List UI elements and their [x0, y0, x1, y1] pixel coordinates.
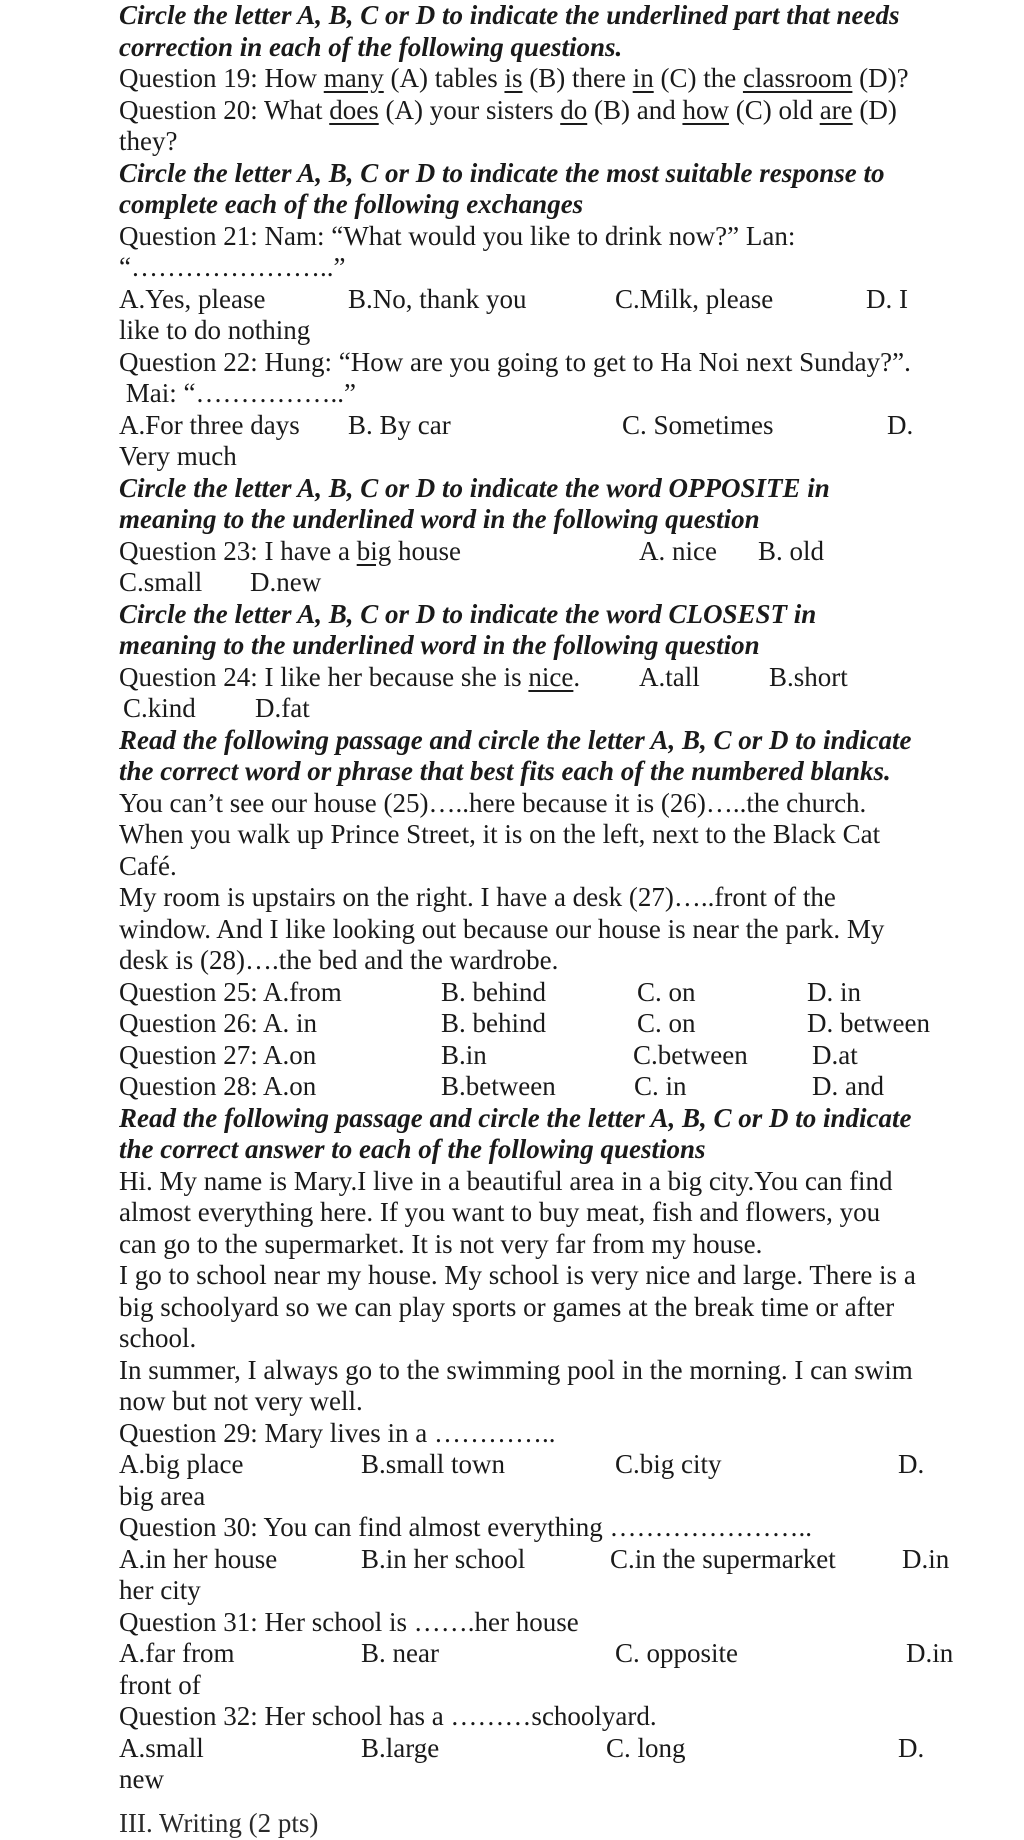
- option-b: B.No, thank you: [348, 283, 527, 314]
- section-heading: Circle the letter A, B, C or D to indicate the most suitable response to: [119, 157, 885, 188]
- question-30: Question 30: You can find almost everything …………………..: [119, 1512, 812, 1542]
- question-28: [119, 1071, 979, 1103]
- question-29: Question 29: Mary lives in a …………..: [119, 1417, 556, 1448]
- option-a: Question 27: A.on: [119, 1039, 317, 1070]
- option-c: C.big city: [615, 1449, 722, 1479]
- question-21: Question 21: Nam: “What would you like to drink now?” Lan:: [119, 220, 796, 251]
- question-32-options: [119, 1733, 979, 1765]
- option-c: C.Milk, please: [615, 283, 774, 314]
- option-d-cont: Very much: [119, 441, 237, 471]
- option-c: C.in the supermarket: [610, 1543, 836, 1574]
- option-b: B. By car: [348, 409, 451, 440]
- option-c: C.kind: [123, 693, 196, 723]
- option-a: A.tall: [639, 661, 700, 692]
- section-heading: Circle the letter A, B, C or D to indicate the word CLOSEST in: [119, 598, 817, 629]
- option-a: A.Yes, please: [119, 283, 266, 314]
- section-heading: complete each of the following exchanges: [119, 189, 584, 219]
- section-heading: Read the following passage and circle the letter A, B, C or D to indicate: [119, 1102, 912, 1133]
- option-c: C. on: [637, 1008, 696, 1038]
- question-29-options: [119, 1449, 979, 1481]
- passage-line: I go to school near my house. My school is very nice and large. There is a: [119, 1260, 916, 1290]
- question-20-cont: they?: [119, 126, 178, 156]
- option-d: D. in: [807, 976, 861, 1007]
- option-a: A.For three days: [119, 409, 300, 440]
- option-d: D.new: [250, 567, 322, 597]
- option-b: B.small town: [361, 1449, 506, 1479]
- question-19: Question 19: How many (A) tables is (B) there in (C) the classroom (D)?: [119, 63, 909, 93]
- option-a: Question 25: A.from: [119, 976, 342, 1007]
- passage-line: Hi. My name is Mary.I live in a beautiful area in a big city.You can find: [119, 1165, 893, 1196]
- option-c: C. on: [637, 976, 696, 1007]
- option-c: C. in: [634, 1071, 687, 1101]
- passage-line: When you walk up Prince Street, it is on the left, next to the Black Cat: [119, 819, 881, 849]
- passage-line: can go to the supermarket. It is not very far from my house.: [119, 1228, 763, 1259]
- option-c: C. long: [606, 1732, 686, 1763]
- option-b: B.short: [769, 661, 848, 692]
- section-heading: meaning to the underlined word in the following question: [119, 504, 760, 534]
- option-b: B. near: [361, 1638, 439, 1668]
- question-31-options: [119, 1638, 979, 1670]
- question-24-stem: Question 24: I like her because she is nice.: [119, 661, 581, 692]
- option-b: B.in her school: [361, 1543, 526, 1574]
- option-a: A.in her house: [119, 1543, 278, 1574]
- question-22: Question 22: Hung: “How are you going to get to Ha Noi next Sunday?”.: [119, 346, 911, 377]
- option-d: D.: [898, 1449, 925, 1479]
- passage-line: In summer, I always go to the swimming pool in the morning. I can swim: [119, 1354, 913, 1385]
- option-d: D. between: [807, 1008, 930, 1038]
- option-b: B.between: [441, 1071, 556, 1101]
- option-b: B.large: [361, 1732, 440, 1763]
- option-c: C.small: [119, 567, 203, 597]
- section-heading: Circle the letter A, B, C or D to indicate the word OPPOSITE in: [119, 472, 830, 503]
- option-d: D.: [887, 409, 914, 440]
- passage-line: window. And I like looking out because our house is near the park. My: [119, 913, 885, 944]
- option-b: B. behind: [441, 1008, 546, 1038]
- option-d-cont: like to do nothing: [119, 315, 311, 345]
- question-21-options: [119, 284, 979, 316]
- option-d: D.in: [902, 1543, 950, 1574]
- option-a: Question 26: A. in: [119, 1008, 318, 1038]
- option-d: D. and: [812, 1071, 884, 1101]
- option-c: C. Sometimes: [622, 409, 774, 440]
- passage-line: school.: [119, 1323, 197, 1353]
- question-27: [119, 1040, 979, 1072]
- option-d-cont: her city: [119, 1575, 201, 1605]
- section-heading: Circle the letter A, B, C or D to indicate the underlined part that needs: [119, 0, 900, 30]
- option-b: B. old: [758, 535, 825, 566]
- option-d: D.in: [906, 1638, 954, 1668]
- option-c: C.between: [633, 1039, 748, 1070]
- passage-line: You can’t see our house (25)…..here because it is (26)…..the church.: [119, 787, 867, 818]
- option-a: A. nice: [639, 535, 717, 566]
- section-heading: Read the following passage and circle the letter A, B, C or D to indicate: [119, 724, 912, 755]
- option-b: B.in: [441, 1039, 487, 1070]
- clipped-next-section: III. Writing (2 pts): [119, 1808, 319, 1838]
- option-d: D. I: [866, 283, 908, 314]
- passage-line: desk is (28)….the bed and the wardrobe.: [119, 945, 559, 975]
- passage-line: My room is upstairs on the right. I have a desk (27)…..front of the: [119, 882, 836, 912]
- question-26: [119, 1008, 979, 1040]
- option-d: D.: [898, 1732, 925, 1763]
- question-30-options: [119, 1544, 979, 1576]
- question-24-options: [119, 693, 979, 725]
- section-heading: meaning to the underlined word in the following question: [119, 630, 760, 660]
- question-31: Question 31: Her school is …….her house: [119, 1606, 579, 1637]
- option-a: A.big place: [119, 1449, 244, 1479]
- passage-line: almost everything here. If you want to buy meat, fish and flowers, you: [119, 1197, 881, 1227]
- worksheet-page: [119, 0, 979, 1838]
- option-a: Question 28: A.on: [119, 1071, 317, 1101]
- option-a: A.far from: [119, 1638, 235, 1668]
- option-a: A.small: [119, 1732, 204, 1763]
- section-heading: the correct answer to each of the following questions: [119, 1134, 706, 1164]
- option-b: B. behind: [441, 976, 546, 1007]
- question-21-blank: “…………………..”: [119, 252, 346, 282]
- option-d-cont: big area: [119, 1480, 206, 1511]
- option-d-cont: new: [119, 1764, 164, 1794]
- question-25: [119, 977, 979, 1009]
- question-24: [119, 662, 979, 694]
- question-22-options: [119, 410, 979, 442]
- question-32: Question 32: Her school has a ………schoolyard.: [119, 1701, 657, 1731]
- question-23: [119, 536, 979, 568]
- question-22-blank: Mai: “……………..”: [119, 378, 356, 408]
- section-heading: the correct word or phrase that best fits each of the numbered blanks.: [119, 756, 891, 786]
- option-d: D.fat: [255, 693, 310, 723]
- option-c: C. opposite: [615, 1638, 739, 1668]
- question-23-stem: Question 23: I have a big house: [119, 535, 461, 566]
- question-20: Question 20: What does (A) your sisters do (B) and how (C) old are (D): [119, 94, 897, 125]
- passage-line: Café.: [119, 850, 177, 881]
- passage-line: big schoolyard so we can play sports or games at the break time or after: [119, 1291, 895, 1322]
- option-d: D.at: [812, 1039, 858, 1070]
- passage-line: now but not very well.: [119, 1386, 363, 1416]
- option-d-cont: front of: [119, 1669, 201, 1700]
- section-heading: correction in each of the following questions.: [119, 31, 623, 62]
- question-23-options: [119, 567, 979, 599]
